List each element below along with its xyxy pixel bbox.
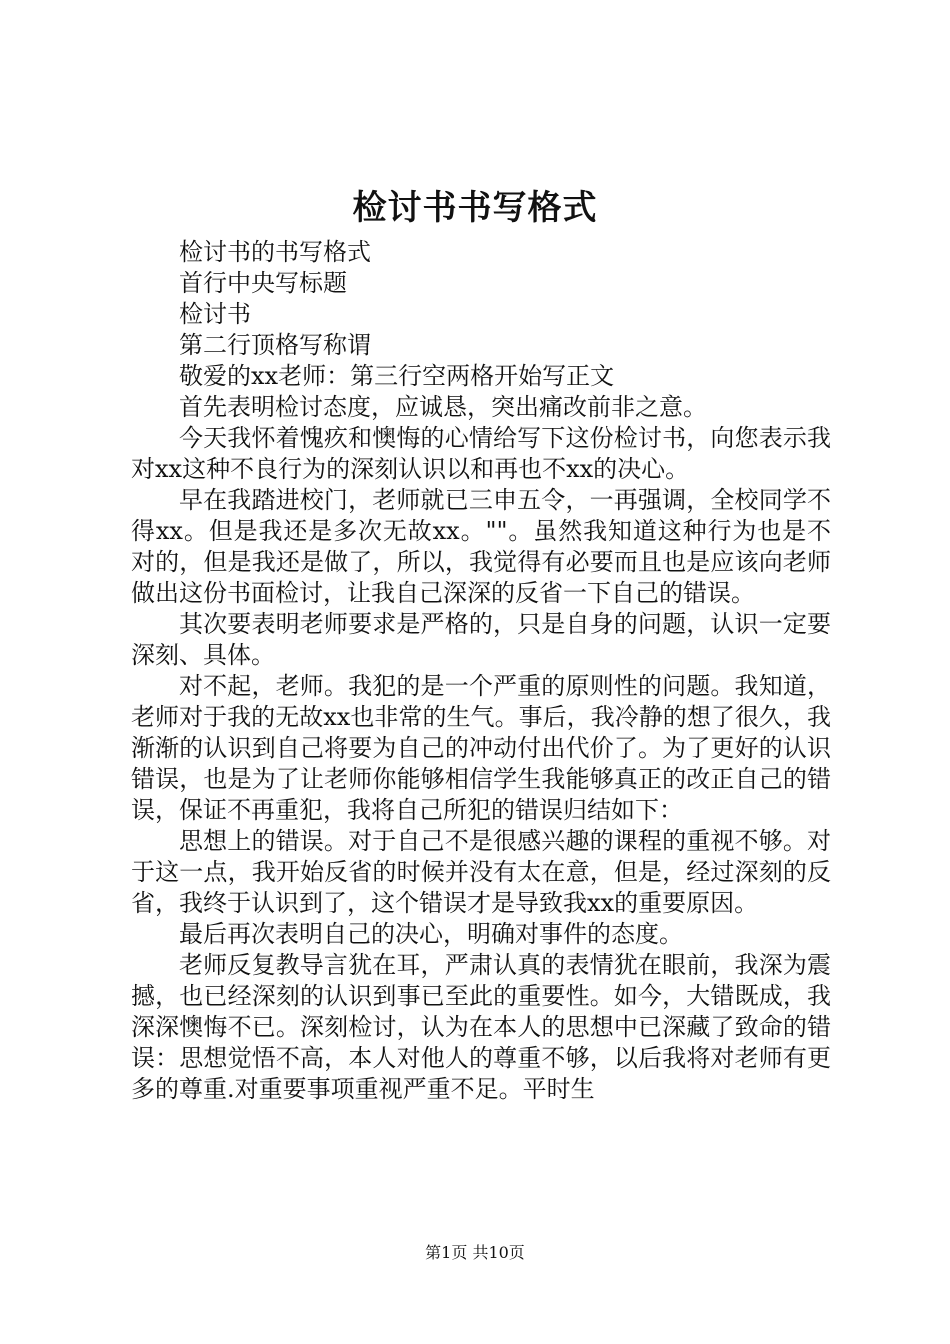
paragraph: 思想上的错误。对于自己不是很感兴趣的课程的重视不够。对于这一点，我开始反省的时候并没有太在意，但是，经过深刻的反省，我终于认识到了，这个错误才是导致我xx的重要原因。 (131, 827, 831, 917)
page-number-footer: 第1页 共10页 (425, 1243, 525, 1262)
paragraph: 第二行顶格写称谓 (179, 331, 371, 359)
paragraph: 老师反复教导言犹在耳，严肃认真的表情犹在眼前，我深为震撼，也已经深刻的认识到事已至此的重要性。如今，大错既成，我深深懊悔不已。深刻检讨，认为在本人的思想中已深藏了致命的错误：思想觉悟不高，本人对他人的尊重不够，以后我将对老师有更多的尊重.对重要事项重视严重不足。平时生 (131, 951, 831, 1103)
paragraph: 最后再次表明自己的决心，明确对事件的态度。 (179, 920, 683, 948)
paragraph: 早在我踏进校门，老师就已三申五令，一再强调，全校同学不得xx。但是我还是多次无故xx。""。虽然我知道这种行为也是不对的，但是我还是做了，所以，我觉得有必要而且也是应该向老师做出这份书面检讨，让我自己深深的反省一下自己的错误。 (131, 486, 831, 607)
paragraph: 对不起，老师。我犯的是一个严重的原则性的问题。我知道，老师对于我的无故xx也非常的生气。事后，我冷静的想了很久，我渐渐的认识到自己将要为自己的冲动付出代价了。为了更好的认识错误，也是为了让老师你能够相信学生我能够真正的改正自己的错误，保证不再重犯，我将自己所犯的错误归结如下： (131, 672, 831, 824)
paragraph: 首行中央写标题 (179, 269, 347, 297)
paragraph: 检讨书 (179, 300, 251, 328)
paragraph: 今天我怀着愧疚和懊悔的心情给写下这份检讨书，向您表示我对xx这种不良行为的深刻认识以和再也不xx的决心。 (131, 424, 831, 483)
paragraph: 敬爱的xx老师：第三行空两格开始写正文 (179, 362, 615, 390)
document-title: 检讨书书写格式 (352, 188, 598, 228)
document-body (131, 237, 831, 1105)
paragraph: 首先表明检讨态度，应诚恳，突出痛改前非之意。 (179, 393, 707, 421)
paragraph: 其次要表明老师要求是严格的，只是自身的问题，认识一定要深刻、具体。 (131, 610, 831, 669)
paragraph: 检讨书的书写格式 (179, 238, 371, 266)
